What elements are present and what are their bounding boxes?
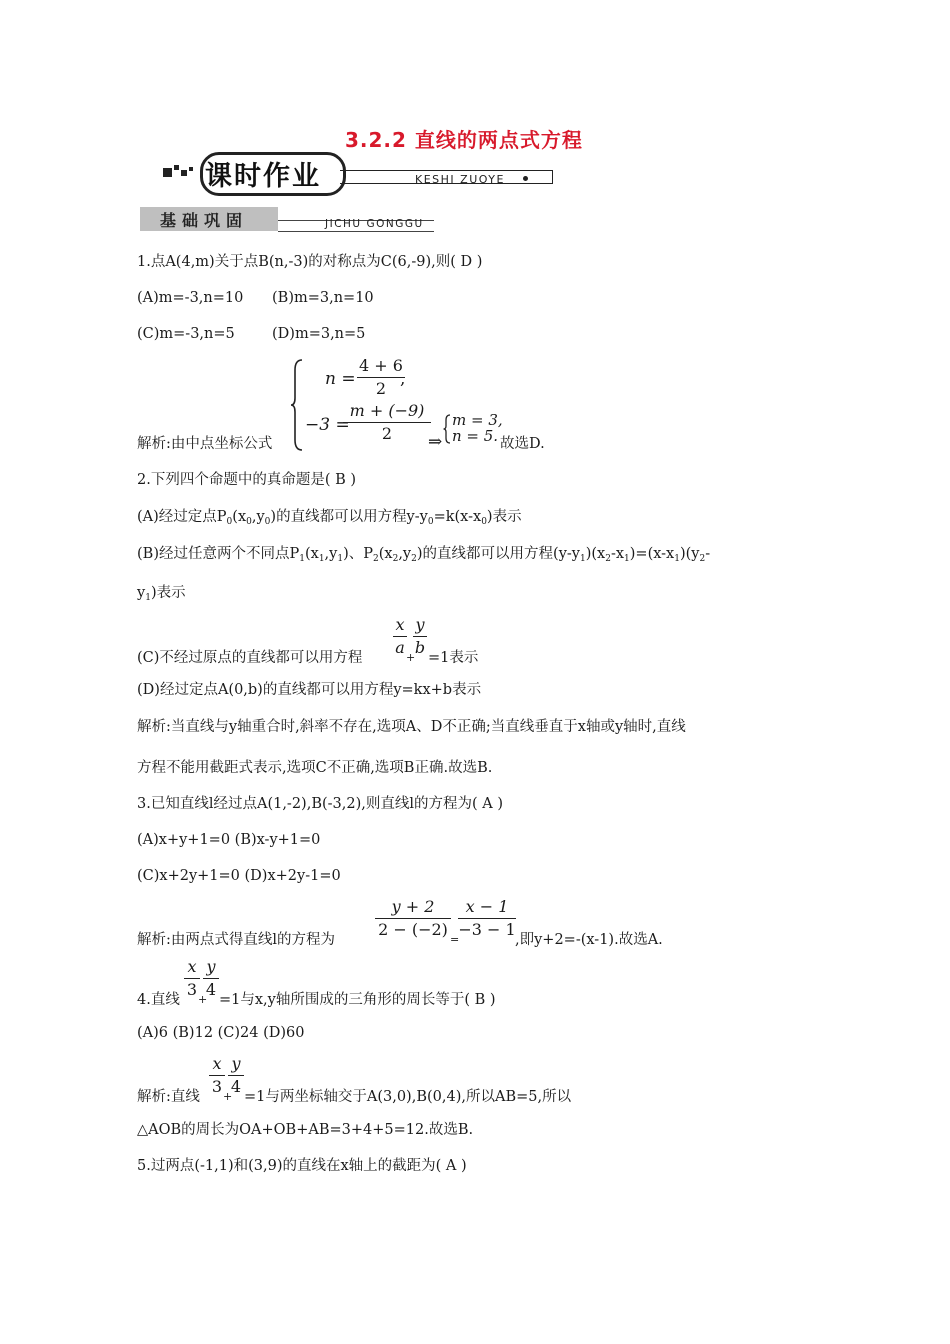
q2-stem: 2.下列四个命题中的真命题是( B ) [137,472,357,488]
q2-b-sub-2: 1 [318,554,325,564]
q1-eq1-bar [357,377,405,378]
q2-b2-text-2: )表示 [150,585,186,601]
q2-b-sub-5: 2 [392,554,399,564]
q3-f1-num: y + 2 [391,897,435,916]
q4-sol-three: 3 [211,1077,223,1096]
q2-c-x: x [395,615,405,634]
q2-solution-line2: 方程不能用截距式表示,选项C不正确,选项B正确.故选B. [137,760,493,776]
q4-solution-line2: △AOB的周长为OA+OB+AB=3+4+5=12.故选B. [137,1122,474,1138]
q4-bar-2 [203,978,219,979]
section-pinyin: JICHU GONGGU [325,218,424,230]
q2-b-sub-6: 2 [411,554,417,564]
page-title: 3.2.2 直线的两点式方程 [345,128,583,152]
q4-sol-frac-y [228,1054,244,1097]
q4-three: 3 [186,980,198,999]
q4-sol-four: 4 [230,1077,242,1096]
q1-arrow-icon: ⇒ [428,432,443,452]
q2-b-text-5: (x [378,546,393,562]
q2-a-text-3: ,y [251,509,265,525]
q2-b-text-1: (B)经过任意两个不同点P [137,546,300,562]
q2-b-text-10: )=(x-x [629,546,675,562]
q4-sol-x: x [212,1054,222,1073]
q2-c-b: b [414,638,426,657]
q4-plus: + [198,993,208,1006]
q1-eq1-den: 2 [375,379,387,398]
q1-eq1-lhs: n = [325,369,356,389]
q3-fraction-1 [375,897,451,940]
q1-solution-prefix: 解析:由中点坐标公式 [137,436,273,452]
q2-b2-text-1: y [137,585,146,601]
section-label: 基础巩固 [160,211,249,230]
q2-a-sub-5: 0 [481,517,487,527]
q4-stem-prefix: 4.直线 [137,992,180,1008]
q4-options: (A)6 (B)12 (C)24 (D)60 [137,1025,305,1041]
q2-b-sub-11: 2 [699,554,706,564]
banner-label: 课时作业 [205,161,321,192]
q2-c-a: a [395,638,405,657]
q3-options-cd: (C)x+2y+1=0 (D)x+2y-1=0 [137,868,341,884]
q2-b-sub-8: 2 [605,554,611,564]
q1-stem: 1.点A(4,m)关于点B(n,-3)的对称点为C(6,-9),则( D ) [137,254,483,270]
q3-solution-prefix: 解析:由两点式得直线l的方程为 [137,932,336,948]
q1-eq1-num: 4 + 6 [359,356,403,375]
q2-option-b-line1 [137,545,710,568]
q2-a-sub-2: 0 [246,517,252,527]
q3-fraction-2 [458,897,516,940]
q2-b2-sub-1: 1 [145,593,151,603]
q2-b-sub-7: 1 [579,554,586,564]
q1-eq2-num: m + (−9) [349,401,425,420]
q2-b-text-9: -x [610,546,625,562]
q2-a-text-5: =k(x-x [433,509,482,525]
q2-c-bar-1 [393,636,407,637]
q2-a-text-4: )的直线都可以用方程y-y [270,509,428,525]
q2-b-text-12: - [705,546,711,562]
q2-a-sub-4: 0 [427,517,434,527]
q2-a-text-2: (x [232,509,247,525]
q4-frac-y [203,957,219,1000]
q1-option-b: (B)m=3,n=10 [272,290,374,306]
q2-c-y: y [415,615,425,634]
q2-a-text-1: (A)经过定点P [137,509,227,525]
q3-stem: 3.已知直线l经过点A(1,-2),B(-3,2),则直线l的方程为( A ) [137,796,504,812]
q2-option-b-line2 [137,584,186,607]
q4-sol-bar-1 [209,1075,225,1076]
q4-sol-bar-2 [228,1075,244,1076]
q2-option-c-prefix: (C)不经过原点的直线都可以用方程 [137,650,363,666]
q2-b-text-6: ,y [398,546,412,562]
q2-b-sub-1: 1 [299,554,305,564]
q2-option-c-suffix: =1表示 [428,650,479,666]
q2-a-sub-1: 0 [226,517,233,527]
q2-c-bar-2 [413,636,427,637]
q3-equals: = [450,933,460,946]
q3-options-ab: (A)x+y+1=0 (B)x-y+1=0 [137,832,321,848]
q2-a-sub-3: 0 [264,517,271,527]
q1-result-1: m = 3, [452,411,503,429]
q4-sol-plus: + [223,1090,233,1103]
q2-a-text-6: )表示 [486,509,522,525]
q2-c-frac-y [413,615,427,658]
q2-solution-line1: 解析:当直线与y轴重合时,斜率不存在,选项A、D不正确;当直线垂直于x轴或y轴时,直线 [137,719,686,735]
q1-left-brace-icon [290,358,304,456]
q4-stem-suffix: =1与x,y轴所围成的三角形的周长等于( B ) [219,992,496,1008]
q2-b-sub-3: 1 [337,554,344,564]
q4-solution-prefix: 解析:直线 [137,1089,200,1105]
q4-four: 4 [205,980,217,999]
q4-bar-1 [184,978,200,979]
q3-f2-num: x − 1 [465,897,509,916]
q2-c-frac-x [393,615,407,658]
q2-b-sub-9: 1 [624,554,630,564]
q2-b-text-2: (x [304,546,319,562]
q2-b-text-11: )(y [679,546,700,562]
q1-eq2-bar [343,422,431,423]
q2-b-text-4: )、P [343,546,374,562]
q1-eq2-lhs: −3 = [305,415,350,435]
q1-eq2-fraction [343,401,431,444]
q2-b-sub-10: 1 [674,554,680,564]
q3-solution-suffix: ,即y+2=-(x-1).故选A. [515,932,663,948]
q4-solution-suffix: =1与两坐标轴交于A(3,0),B(0,4),所以AB=5,所以 [244,1089,572,1105]
q1-option-c: (C)m=-3,n=5 [137,326,235,342]
q1-eq1-fraction [357,356,405,399]
q5-stem: 5.过两点(-1,1)和(3,9)的直线在x轴上的截距为( A ) [137,1158,467,1174]
q4-sol-y: y [231,1054,241,1073]
q1-option-a: (A)m=-3,n=10 [137,290,244,306]
q3-f1-bar [375,918,451,919]
q2-b-sub-4: 2 [373,554,379,564]
q2-b-text-7: )的直线都可以用方程(y-y [416,546,580,562]
q1-eq2-den: 2 [381,424,393,443]
banner-dot-icon [523,176,528,181]
q2-c-plus: + [406,651,416,664]
q4-x: x [187,957,197,976]
banner-decoration-icon [163,162,195,186]
q1-option-d: (D)m=3,n=5 [272,326,366,342]
q2-option-d: (D)经过定点A(0,b)的直线都可以用方程y=kx+b表示 [137,682,482,698]
q3-f2-den: −3 − 1 [458,920,516,939]
q1-result-2: n = 5. [452,427,499,445]
q4-y: y [206,957,216,976]
q1-small-brace-icon [443,414,451,448]
q1-solution-suffix: 故选D. [500,436,545,452]
q2-b-text-8: )(x [585,546,606,562]
q3-f2-bar [458,918,516,919]
q2-b-text-3: ,y [324,546,338,562]
q1-eq1-tail: , [400,369,406,389]
q3-f1-den: 2 − (−2) [378,920,448,939]
banner-pinyin: KESHI ZUOYE [415,173,505,186]
q2-option-a [137,508,522,531]
